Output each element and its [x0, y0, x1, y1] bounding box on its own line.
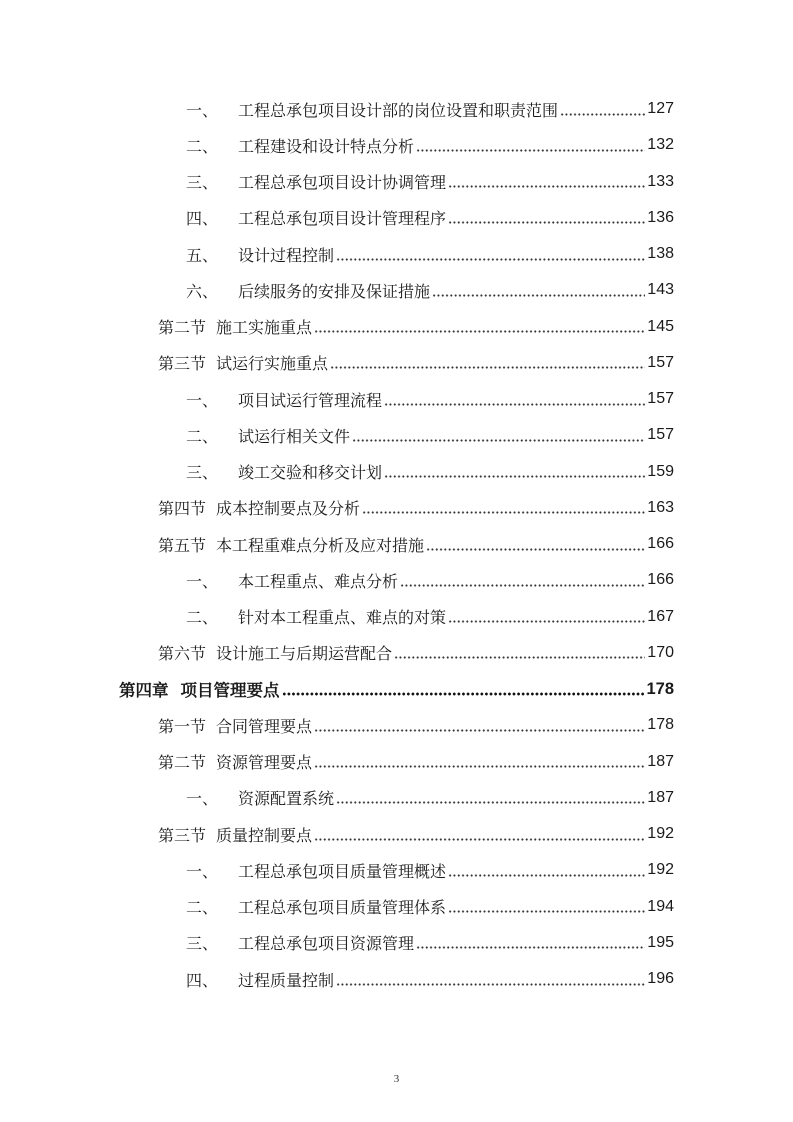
toc-entry-page: 187 [647, 752, 674, 770]
toc-section-entry[interactable] [0, 816, 793, 852]
toc-subsection-entry[interactable] [0, 925, 793, 961]
toc-subsection-entry[interactable] [0, 381, 793, 417]
toc-entry-title: 设计施工与后期运营配合 [216, 644, 393, 664]
toc-entry-page: 192 [647, 825, 674, 843]
toc-entry-page: 157 [647, 426, 674, 444]
toc-entry-number: 三、 [186, 463, 219, 483]
toc-entry-page: 132 [647, 136, 674, 154]
toc-entry-number: 四、 [186, 209, 219, 229]
toc-subsection-entry[interactable] [0, 454, 793, 490]
toc-entry-number: 一、 [186, 571, 219, 591]
toc-entry-title: 项目管理要点 [180, 681, 280, 701]
toc-entry-number: 第三节 [158, 354, 207, 374]
toc-entry-title: 施工实施重点 [216, 318, 313, 338]
toc-section-entry[interactable] [0, 707, 793, 743]
toc-dot-leader [314, 753, 645, 771]
toc-section-entry[interactable] [0, 526, 793, 562]
toc-entry-page: 196 [647, 970, 674, 988]
toc-dot-leader [448, 862, 645, 880]
toc-entry-number: 一、 [186, 789, 219, 809]
toc-entry-page: 166 [647, 535, 674, 553]
toc-dot-leader [448, 898, 645, 916]
toc-entry-page: 187 [647, 788, 674, 806]
toc-dot-leader [362, 499, 645, 517]
toc-entry-number: 一、 [186, 100, 219, 120]
toc-subsection-entry[interactable] [0, 562, 793, 598]
toc-subsection-entry[interactable] [0, 961, 793, 997]
toc-entry-title: 后续服务的安排及保证措施 [238, 281, 431, 301]
toc-entry-title: 竣工交验和移交计划 [238, 463, 383, 483]
toc-entry-number: 第二节 [158, 753, 207, 773]
toc-dot-leader [314, 318, 645, 336]
toc-subsection-entry[interactable] [0, 200, 793, 236]
toc-entry-page: 127 [647, 100, 674, 118]
toc-entry-title: 工程总承包项目资源管理 [238, 934, 415, 954]
toc-entry-page: 192 [647, 861, 674, 879]
toc-entry-number: 二、 [186, 898, 219, 918]
toc-entry-title: 本工程重点、难点分析 [238, 571, 399, 591]
toc-entry-number: 一、 [186, 861, 219, 881]
toc-entry-page: 178 [647, 716, 674, 734]
toc-entry-number: 三、 [186, 934, 219, 954]
toc-entry-page: 194 [647, 897, 674, 915]
toc-entry-number: 三、 [186, 173, 219, 193]
toc-dot-leader [394, 644, 645, 662]
toc-entry-page: 145 [647, 317, 674, 335]
toc-section-entry[interactable] [0, 744, 793, 780]
toc-entry-title: 工程建设和设计特点分析 [238, 136, 415, 156]
toc-entry-title: 工程总承包项目设计管理程序 [238, 209, 447, 229]
toc-dot-leader [432, 282, 645, 300]
toc-dot-leader [416, 934, 645, 952]
toc-dot-leader [314, 717, 645, 735]
toc-entry-page: 136 [647, 208, 674, 226]
toc-entry-page: 157 [647, 390, 674, 408]
toc-entry-title: 项目试运行管理流程 [238, 390, 383, 410]
toc-entry-number: 六、 [186, 281, 219, 301]
toc-entry-number: 二、 [186, 136, 219, 156]
toc-entry-title: 资源配置系统 [238, 789, 335, 809]
toc-entry-title: 试运行实施重点 [216, 354, 329, 374]
toc-entry-title: 过程质量控制 [238, 970, 335, 990]
toc-entry-title: 质量控制要点 [216, 825, 313, 845]
toc-dot-leader [426, 535, 645, 553]
toc-section-entry[interactable] [0, 345, 793, 381]
toc-entry-title: 合同管理要点 [216, 716, 313, 736]
toc-dot-leader [416, 137, 645, 155]
toc-entry-page: 195 [647, 933, 674, 951]
page-number: 3 [393, 1073, 400, 1085]
table-of-contents [0, 91, 793, 997]
toc-entry-title: 工程总承包项目设计部的岗位设置和职责范围 [238, 100, 559, 120]
toc-chapter-entry[interactable] [0, 671, 793, 707]
toc-entry-number: 第一节 [158, 716, 207, 736]
toc-entry-number: 五、 [186, 245, 219, 265]
toc-section-entry[interactable] [0, 490, 793, 526]
toc-entry-page: 166 [647, 571, 674, 589]
toc-subsection-entry[interactable] [0, 417, 793, 453]
toc-dot-leader [330, 354, 645, 372]
toc-entry-title: 针对本工程重点、难点的对策 [238, 608, 447, 628]
toc-dot-leader [560, 100, 645, 118]
toc-dot-leader [448, 173, 645, 191]
toc-subsection-entry[interactable] [0, 272, 793, 308]
toc-entry-page: 157 [647, 353, 674, 371]
toc-dot-leader [384, 463, 645, 481]
toc-section-entry[interactable] [0, 635, 793, 671]
toc-entry-page: 167 [647, 607, 674, 625]
toc-entry-number: 四、 [186, 970, 219, 990]
toc-entry-page: 138 [647, 245, 674, 263]
toc-section-entry[interactable] [0, 309, 793, 345]
toc-dot-leader [448, 608, 645, 626]
toc-entry-number: 二、 [186, 608, 219, 628]
toc-subsection-entry[interactable] [0, 236, 793, 272]
toc-subsection-entry[interactable] [0, 852, 793, 888]
toc-dot-leader [400, 572, 645, 590]
toc-dot-leader [336, 245, 645, 263]
toc-dot-leader [352, 427, 645, 445]
toc-entry-number: 二、 [186, 426, 219, 446]
toc-subsection-entry[interactable] [0, 91, 793, 127]
toc-entry-page: 133 [647, 172, 674, 190]
toc-entry-number: 第四章 [119, 681, 169, 701]
toc-dot-leader [336, 789, 645, 807]
toc-entry-title: 成本控制要点及分析 [216, 499, 361, 519]
toc-subsection-entry[interactable] [0, 164, 793, 200]
toc-dot-leader [282, 680, 645, 698]
toc-entry-title: 设计过程控制 [238, 245, 335, 265]
toc-entry-page: 163 [647, 498, 674, 516]
toc-entry-title: 试运行相关文件 [238, 426, 351, 446]
toc-entry-page: 178 [646, 679, 674, 698]
toc-entry-title: 资源管理要点 [216, 753, 313, 773]
toc-entry-number: 第五节 [158, 535, 207, 555]
toc-dot-leader [384, 390, 645, 408]
toc-subsection-entry[interactable] [0, 780, 793, 816]
toc-entry-number: 第六节 [158, 644, 207, 664]
toc-entry-number: 一、 [186, 390, 219, 410]
toc-entry-number: 第二节 [158, 318, 207, 338]
toc-subsection-entry[interactable] [0, 127, 793, 163]
toc-entry-title: 工程总承包项目设计协调管理 [238, 173, 447, 193]
toc-entry-page: 159 [647, 462, 674, 480]
toc-subsection-entry[interactable] [0, 889, 793, 925]
toc-entry-number: 第三节 [158, 825, 207, 845]
toc-entry-number: 第四节 [158, 499, 207, 519]
toc-dot-leader [314, 825, 645, 843]
toc-entry-title: 工程总承包项目质量管理概述 [238, 861, 447, 881]
toc-dot-leader [448, 209, 645, 227]
toc-entry-title: 工程总承包项目质量管理体系 [238, 898, 447, 918]
toc-entry-page: 170 [647, 643, 674, 661]
toc-dot-leader [336, 970, 645, 988]
toc-entry-page: 143 [647, 281, 674, 299]
toc-entry-title: 本工程重难点分析及应对措施 [216, 535, 425, 555]
toc-subsection-entry[interactable] [0, 599, 793, 635]
